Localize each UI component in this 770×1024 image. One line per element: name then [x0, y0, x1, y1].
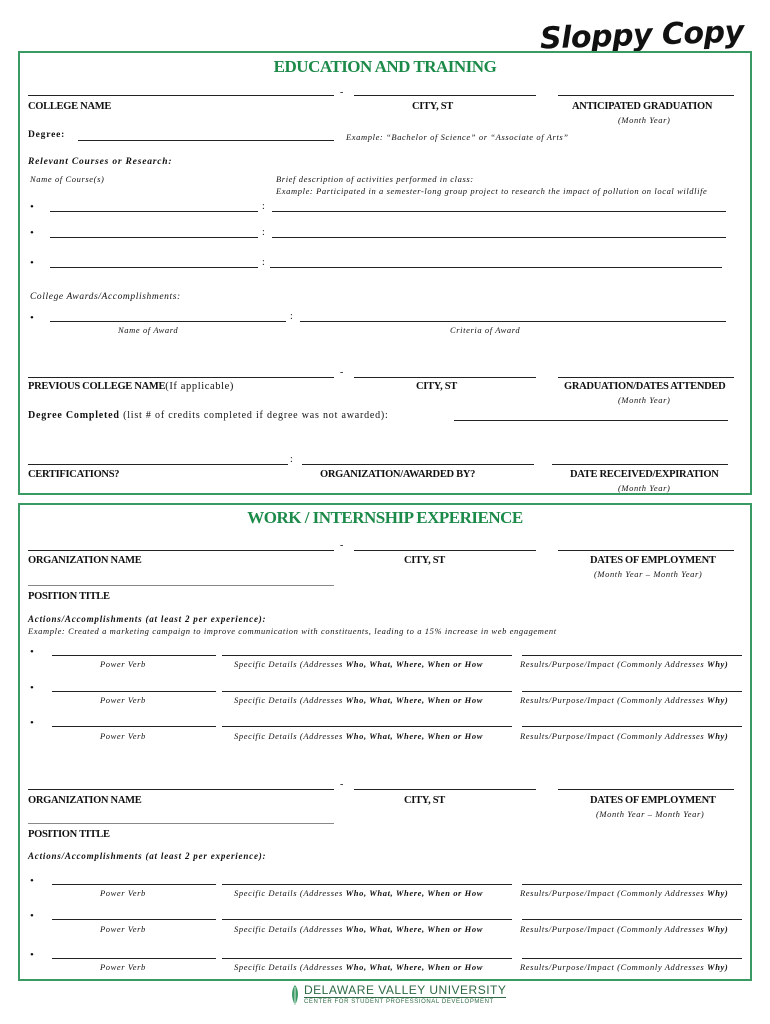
anticipated-graduation-line[interactable] — [558, 95, 734, 96]
leaf-icon — [290, 984, 300, 1006]
degree-label: Degree: — [28, 130, 66, 140]
organization-awarded-label: ORGANIZATION/AWARDED BY? — [320, 469, 476, 480]
graduation-dates-line[interactable] — [558, 377, 734, 378]
details-hint: Specific Details (Addresses Who, What, Where, When or How — [234, 695, 484, 705]
position-title-label-2: POSITION TITLE — [28, 829, 110, 840]
actions-heading-1: Actions/Accomplishments (at least 2 per experience): — [28, 614, 267, 624]
details-line-2a[interactable] — [222, 884, 512, 885]
previous-city-label: CITY, ST — [416, 381, 457, 392]
details-hint: Specific Details (Addresses Who, What, Where, When or How — [234, 924, 484, 934]
anticipated-graduation-label: ANTICIPATED GRADUATION — [572, 101, 713, 112]
organization-awarded-line[interactable] — [302, 464, 534, 465]
award-criteria-line[interactable] — [300, 321, 726, 322]
award-name-line[interactable] — [50, 321, 286, 322]
position-title-label-1: POSITION TITLE — [28, 591, 110, 602]
position-title-line-1[interactable] — [28, 585, 334, 586]
power-verb-hint: Power Verb — [100, 888, 146, 898]
course-name-line-3[interactable] — [50, 267, 258, 268]
results-hint: Results/Purpose/Impact (Commonly Addresses Why) — [520, 695, 729, 705]
organization-name-label-1: ORGANIZATION NAME — [28, 555, 142, 566]
college-city-label: CITY, ST — [412, 101, 453, 112]
details-line-2c[interactable] — [222, 958, 512, 959]
organization-line-2[interactable] — [28, 789, 334, 790]
college-city-line[interactable] — [354, 95, 536, 96]
courses-heading: Relevant Courses or Research: — [28, 157, 173, 167]
center-name: CENTER FOR STUDENT PROFESSIONAL DEVELOPMENT — [304, 997, 506, 1006]
employment-month-range-2: (Month Year – Month Year) — [596, 809, 705, 819]
power-verb-hint: Power Verb — [100, 731, 146, 741]
results-line-2c[interactable] — [522, 958, 742, 959]
sloppy-copy-watermark: Sloppy Copy — [539, 14, 745, 57]
graduation-dates-label: GRADUATION/DATES ATTENDED — [564, 381, 726, 392]
course-desc-line-2[interactable] — [272, 237, 726, 238]
degree-completed-label: Degree Completed (list # of credits completed if degree was not awarded): — [28, 410, 389, 421]
power-verb-hint: Power Verb — [100, 962, 146, 972]
education-title: EDUCATION AND TRAINING — [273, 57, 497, 76]
work-title: WORK / INTERNSHIP EXPERIENCE — [247, 508, 523, 527]
degree-completed-line[interactable] — [454, 420, 728, 421]
award-criteria-hint: Criteria of Award — [450, 325, 521, 335]
power-verb-line-1c[interactable] — [52, 726, 216, 727]
power-verb-line-1b[interactable] — [52, 691, 216, 692]
org-city-label-1: CITY, ST — [404, 555, 445, 566]
course-name-line-1[interactable] — [50, 211, 258, 212]
course-name-line-2[interactable] — [50, 237, 258, 238]
previous-college-line[interactable] — [28, 377, 334, 378]
university-name: DELAWARE VALLEY UNIVERSITY — [304, 983, 507, 997]
work-section: WORK / INTERNSHIP EXPERIENCE - ORGANIZATION NAME CITY, ST DATES OF EMPLOYMENT (Month Year – Month Year) POSITION TITLE Actions/Accomplishments (at least 2 per experience): Example: Created a marketing campaign to improve communication with constituents, leading to a 15% increase in web engagement • Power Verb Specific Details (Addresses Who, What, Where, When or How Results/Purpose/Impact (Commonly Addresses Why) • Power Verb Specific Details (Addresses Who, What, Where, When or How Results/Purpose/Impact (Commonly Addresses Why) • Power Verb Specific Details (Addresses Who, What, Where, When or How Results/Purpose/Impact (Commonly Addresses Why) - ORGANIZATION NAME CITY, ST DATES OF EMPLOYMENT (Month Year – Month Year) POSITION TITLE Actions/Accomplishments (at least 2 per experience): • Power Verb Specific Details (Addresses Who, What, Where, When or How Results/Purpose/Impact (Commonly Addresses Why) • Power Verb Specific Details (Addresses Who, What, Where, When or How Results/Purpose/Impact (Commonly Addresses Why) • Power Verb Specific Details (Addresses Who, What, Where, When or How Results/Purpose/Impact (Commonly Addresses Why) — [18, 503, 752, 981]
awards-heading: College Awards/Accomplishments: — [30, 292, 181, 302]
power-verb-hint: Power Verb — [100, 695, 146, 705]
employment-dates-label-2: DATES OF EMPLOYMENT — [590, 795, 716, 806]
power-verb-line-2a[interactable] — [52, 884, 216, 885]
power-verb-line-2c[interactable] — [52, 958, 216, 959]
details-hint: Specific Details (Addresses Who, What, Where, When or How — [234, 888, 484, 898]
results-line-2b[interactable] — [522, 919, 742, 920]
results-hint: Results/Purpose/Impact (Commonly Addresses Why) — [520, 962, 729, 972]
education-section: EDUCATION AND TRAINING - COLLEGE NAME CITY, ST ANTICIPATED GRADUATION (Month Year) Degree: Example: “Bachelor of Science” or “Associate of Arts” Relevant Courses or Research: Name of Course(s) Brief description of activities performed in class: Example: Participated in a semester-long group project to research the impact of pollution on local wildlife • : • : • : College Awards/Accomplishments: • : Name of Award Criteria of Award - PREVIOUS COLLEGE NAME(If applicable) CITY, ST GRADUATION/DATES ATTENDED (Month Year) Degree Completed (list # of credits completed if degree was not awarded): : CERTIFICATIONS? ORGANIZATION/AWARDED BY? DATE RECEIVED/EXPIRATION (Month Year) — [18, 51, 752, 495]
date-received-month-year: (Month Year) — [618, 483, 671, 493]
employment-month-range-1: (Month Year – Month Year) — [594, 569, 703, 579]
organization-line-1[interactable] — [28, 550, 334, 551]
power-verb-hint: Power Verb — [100, 924, 146, 934]
results-hint: Results/Purpose/Impact (Commonly Addresses Why) — [520, 888, 729, 898]
course-desc-line-1[interactable] — [272, 211, 726, 212]
college-name-label: COLLEGE NAME — [28, 101, 112, 112]
previous-city-line[interactable] — [354, 377, 536, 378]
results-line-1b[interactable] — [522, 691, 742, 692]
details-line-1c[interactable] — [222, 726, 512, 727]
employment-dates-line-1[interactable] — [558, 550, 734, 551]
degree-example: Example: “Bachelor of Science” or “Associate of Arts” — [346, 132, 569, 142]
results-hint: Results/Purpose/Impact (Commonly Addresses Why) — [520, 731, 729, 741]
results-hint: Results/Purpose/Impact (Commonly Addresses Why) — [520, 924, 729, 934]
university-logo — [290, 984, 506, 1006]
degree-line[interactable] — [78, 140, 334, 141]
org-city-line-2[interactable] — [354, 789, 536, 790]
details-line-2b[interactable] — [222, 919, 512, 920]
results-line-2a[interactable] — [522, 884, 742, 885]
course-desc-line-3[interactable] — [270, 267, 722, 268]
employment-dates-label-1: DATES OF EMPLOYMENT — [590, 555, 716, 566]
employment-dates-line-2[interactable] — [558, 789, 734, 790]
org-city-label-2: CITY, ST — [404, 795, 445, 806]
graduation-month-year: (Month Year) — [618, 115, 671, 125]
college-name-line[interactable] — [28, 95, 334, 96]
actions-example: Example: Created a marketing campaign to improve communication with constituents, leading to a 15% increase in web engagement — [28, 626, 557, 636]
results-hint: Results/Purpose/Impact (Commonly Addresses Why) — [520, 659, 729, 669]
details-hint: Specific Details (Addresses Who, What, Where, When or How — [234, 659, 484, 669]
power-verb-line-1a[interactable] — [52, 655, 216, 656]
position-title-line-2[interactable] — [28, 823, 334, 824]
courses-desc-hint: Brief description of activities performed in class: — [276, 174, 474, 184]
award-name-hint: Name of Award — [118, 325, 179, 335]
date-received-line[interactable] — [552, 464, 728, 465]
details-line-1b[interactable] — [222, 691, 512, 692]
courses-example: Example: Participated in a semester-long group project to research the impact of pollution on local wildlife — [276, 186, 708, 196]
results-line-1c[interactable] — [522, 726, 742, 727]
org-city-line-1[interactable] — [354, 550, 536, 551]
details-line-1a[interactable] — [222, 655, 512, 656]
certifications-label: CERTIFICATIONS? — [28, 469, 120, 480]
previous-college-label: PREVIOUS COLLEGE NAME(If applicable) — [28, 381, 234, 392]
power-verb-line-2b[interactable] — [52, 919, 216, 920]
date-received-label: DATE RECEIVED/EXPIRATION — [570, 469, 719, 480]
graduation-dates-month-year: (Month Year) — [618, 395, 671, 405]
details-hint: Specific Details (Addresses Who, What, Where, When or How — [234, 731, 484, 741]
details-hint: Specific Details (Addresses Who, What, Where, When or How — [234, 962, 484, 972]
courses-name-hint: Name of Course(s) — [30, 174, 105, 184]
certifications-line[interactable] — [28, 464, 288, 465]
power-verb-hint: Power Verb — [100, 659, 146, 669]
actions-heading-2: Actions/Accomplishments (at least 2 per experience): — [28, 851, 267, 861]
organization-name-label-2: ORGANIZATION NAME — [28, 795, 142, 806]
results-line-1a[interactable] — [522, 655, 742, 656]
